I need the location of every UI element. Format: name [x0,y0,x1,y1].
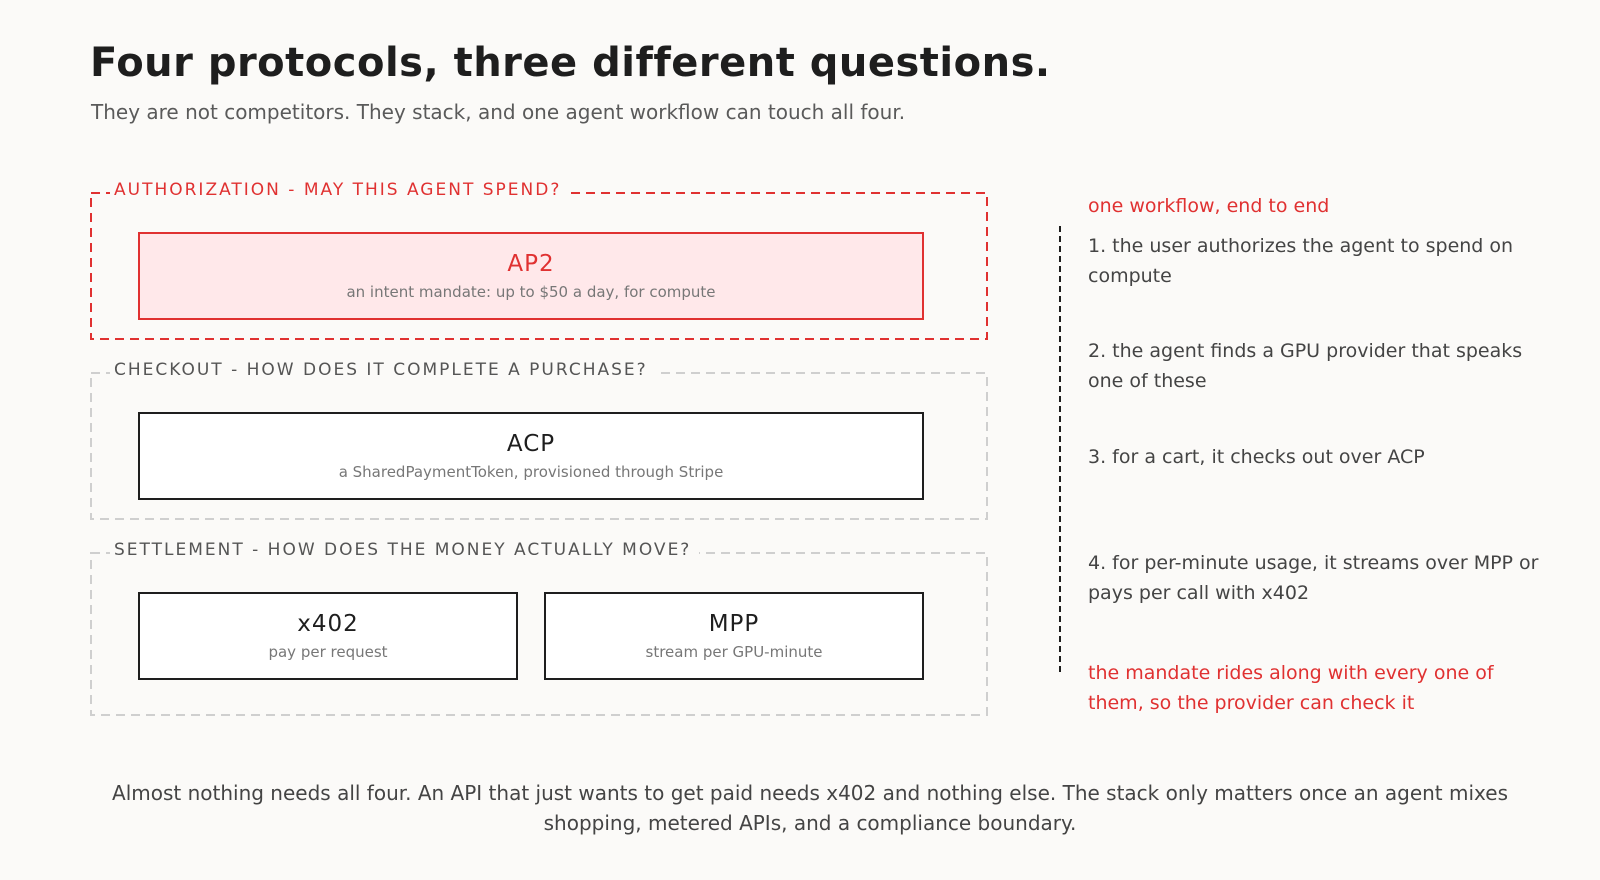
checkout-layer-label: CHECKOUT - HOW DOES IT COMPLETE A PURCHASE? [110,360,656,380]
footer-note: Almost nothing needs all four. An API that just wants to get paid needs x402 and nothing else. The stack only matters once an agent mixes shopping, metered APIs, and a compliance boundary. [112,781,1508,835]
workflow-step-3: 3. for a cart, it checks out over ACP [1088,446,1425,468]
workflow-note: the mandate rides along with every one of them, so the provider can check it [1088,662,1494,714]
page-subtitle: They are not competitors. They stack, and one agent workflow can touch all four. [91,100,906,124]
protocol-name: AP2 [507,251,555,277]
protocol-card-acp [138,412,924,500]
settlement-layer [90,540,988,716]
workflow-divider-line [1059,226,1061,672]
workflow-step-4: 4. for per-minute usage, it streams over MPP or pays per call with x402 [1088,552,1539,604]
page-title: Four protocols, three different questions. [90,40,1051,86]
protocol-description: a SharedPaymentToken, provisioned through Stripe [338,463,724,481]
protocol-name: ACP [506,431,556,457]
workflow-heading: one workflow, end to end [1088,195,1330,217]
protocol-card-mpp [544,592,924,680]
authorization-layer-label: AUTHORIZATION - MAY THIS AGENT SPEND? [110,180,569,200]
checkout-layer [90,360,988,520]
protocol-description: pay per request [268,643,388,661]
authorization-layer [90,180,988,340]
protocol-name: x402 [297,611,359,637]
protocol-description: stream per GPU-minute [645,643,823,661]
protocol-card-x402 [138,592,518,680]
protocol-name: MPP [708,611,760,637]
workflow-step-2: 2. the agent finds a GPU provider that speaks one of these [1088,340,1523,392]
workflow-step-1: 1. the user authorizes the agent to spend on compute [1088,235,1514,287]
protocol-description: an intent mandate: up to $50 a day, for compute [346,283,716,301]
protocol-card-ap2 [138,232,924,320]
settlement-layer-label: SETTLEMENT - HOW DOES THE MONEY ACTUALLY MOVE? [110,540,699,560]
